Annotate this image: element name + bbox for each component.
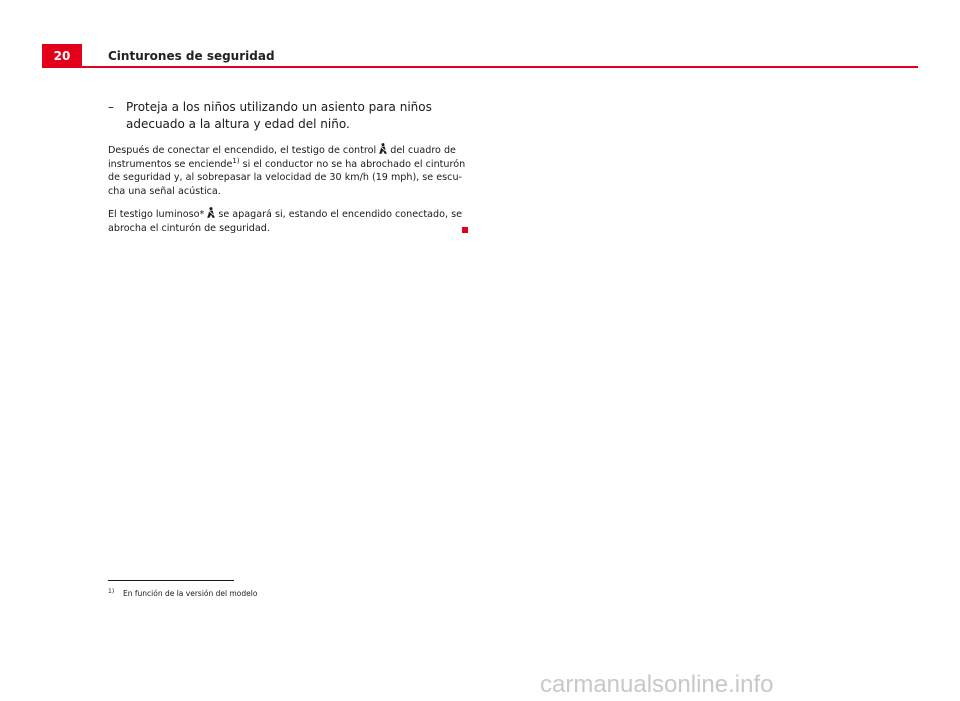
watermark: carmanualsonline.info [540, 671, 774, 698]
bullet-dash: – [108, 100, 114, 114]
paragraph-warning-light-on [108, 143, 470, 198]
footnote-mark: 1) [108, 588, 115, 595]
footnote-text: En función de la versión del modelo [123, 589, 258, 598]
end-of-section-marker [462, 227, 468, 233]
paragraph2-text-a: El testigo luminoso* [108, 209, 208, 220]
page-title: Cinturones de seguridad [108, 49, 275, 63]
paragraph2-text-b: se apagará si, estando el encendido conectado, se abrocha el cinturón de seguridad. [108, 209, 463, 234]
header-rule [82, 66, 918, 68]
footnote-reference: 1) [232, 156, 240, 165]
footnote [108, 589, 257, 599]
paragraph-warning-light-off [108, 207, 470, 235]
footnote-rule [108, 580, 234, 581]
paragraph1-text-b: del cuadro de instrumentos se enciende [108, 145, 456, 170]
bullet-item [108, 99, 470, 133]
paragraph1-text-a: Después de conectar el encendido, el testigo de control [108, 145, 380, 156]
paragraph1-text-c: si el conductor no se ha abrochado el cinturón de seguridad y, al sobrepasar la velocidad de 30 km/h (19 mph), se escu-cha una señal acústica. [108, 158, 466, 197]
page-number: 20 [42, 44, 82, 68]
bullet-text: Proteja a los niños utilizando un asiento para niños adecuado a la altura y edad del niño. [126, 100, 432, 131]
